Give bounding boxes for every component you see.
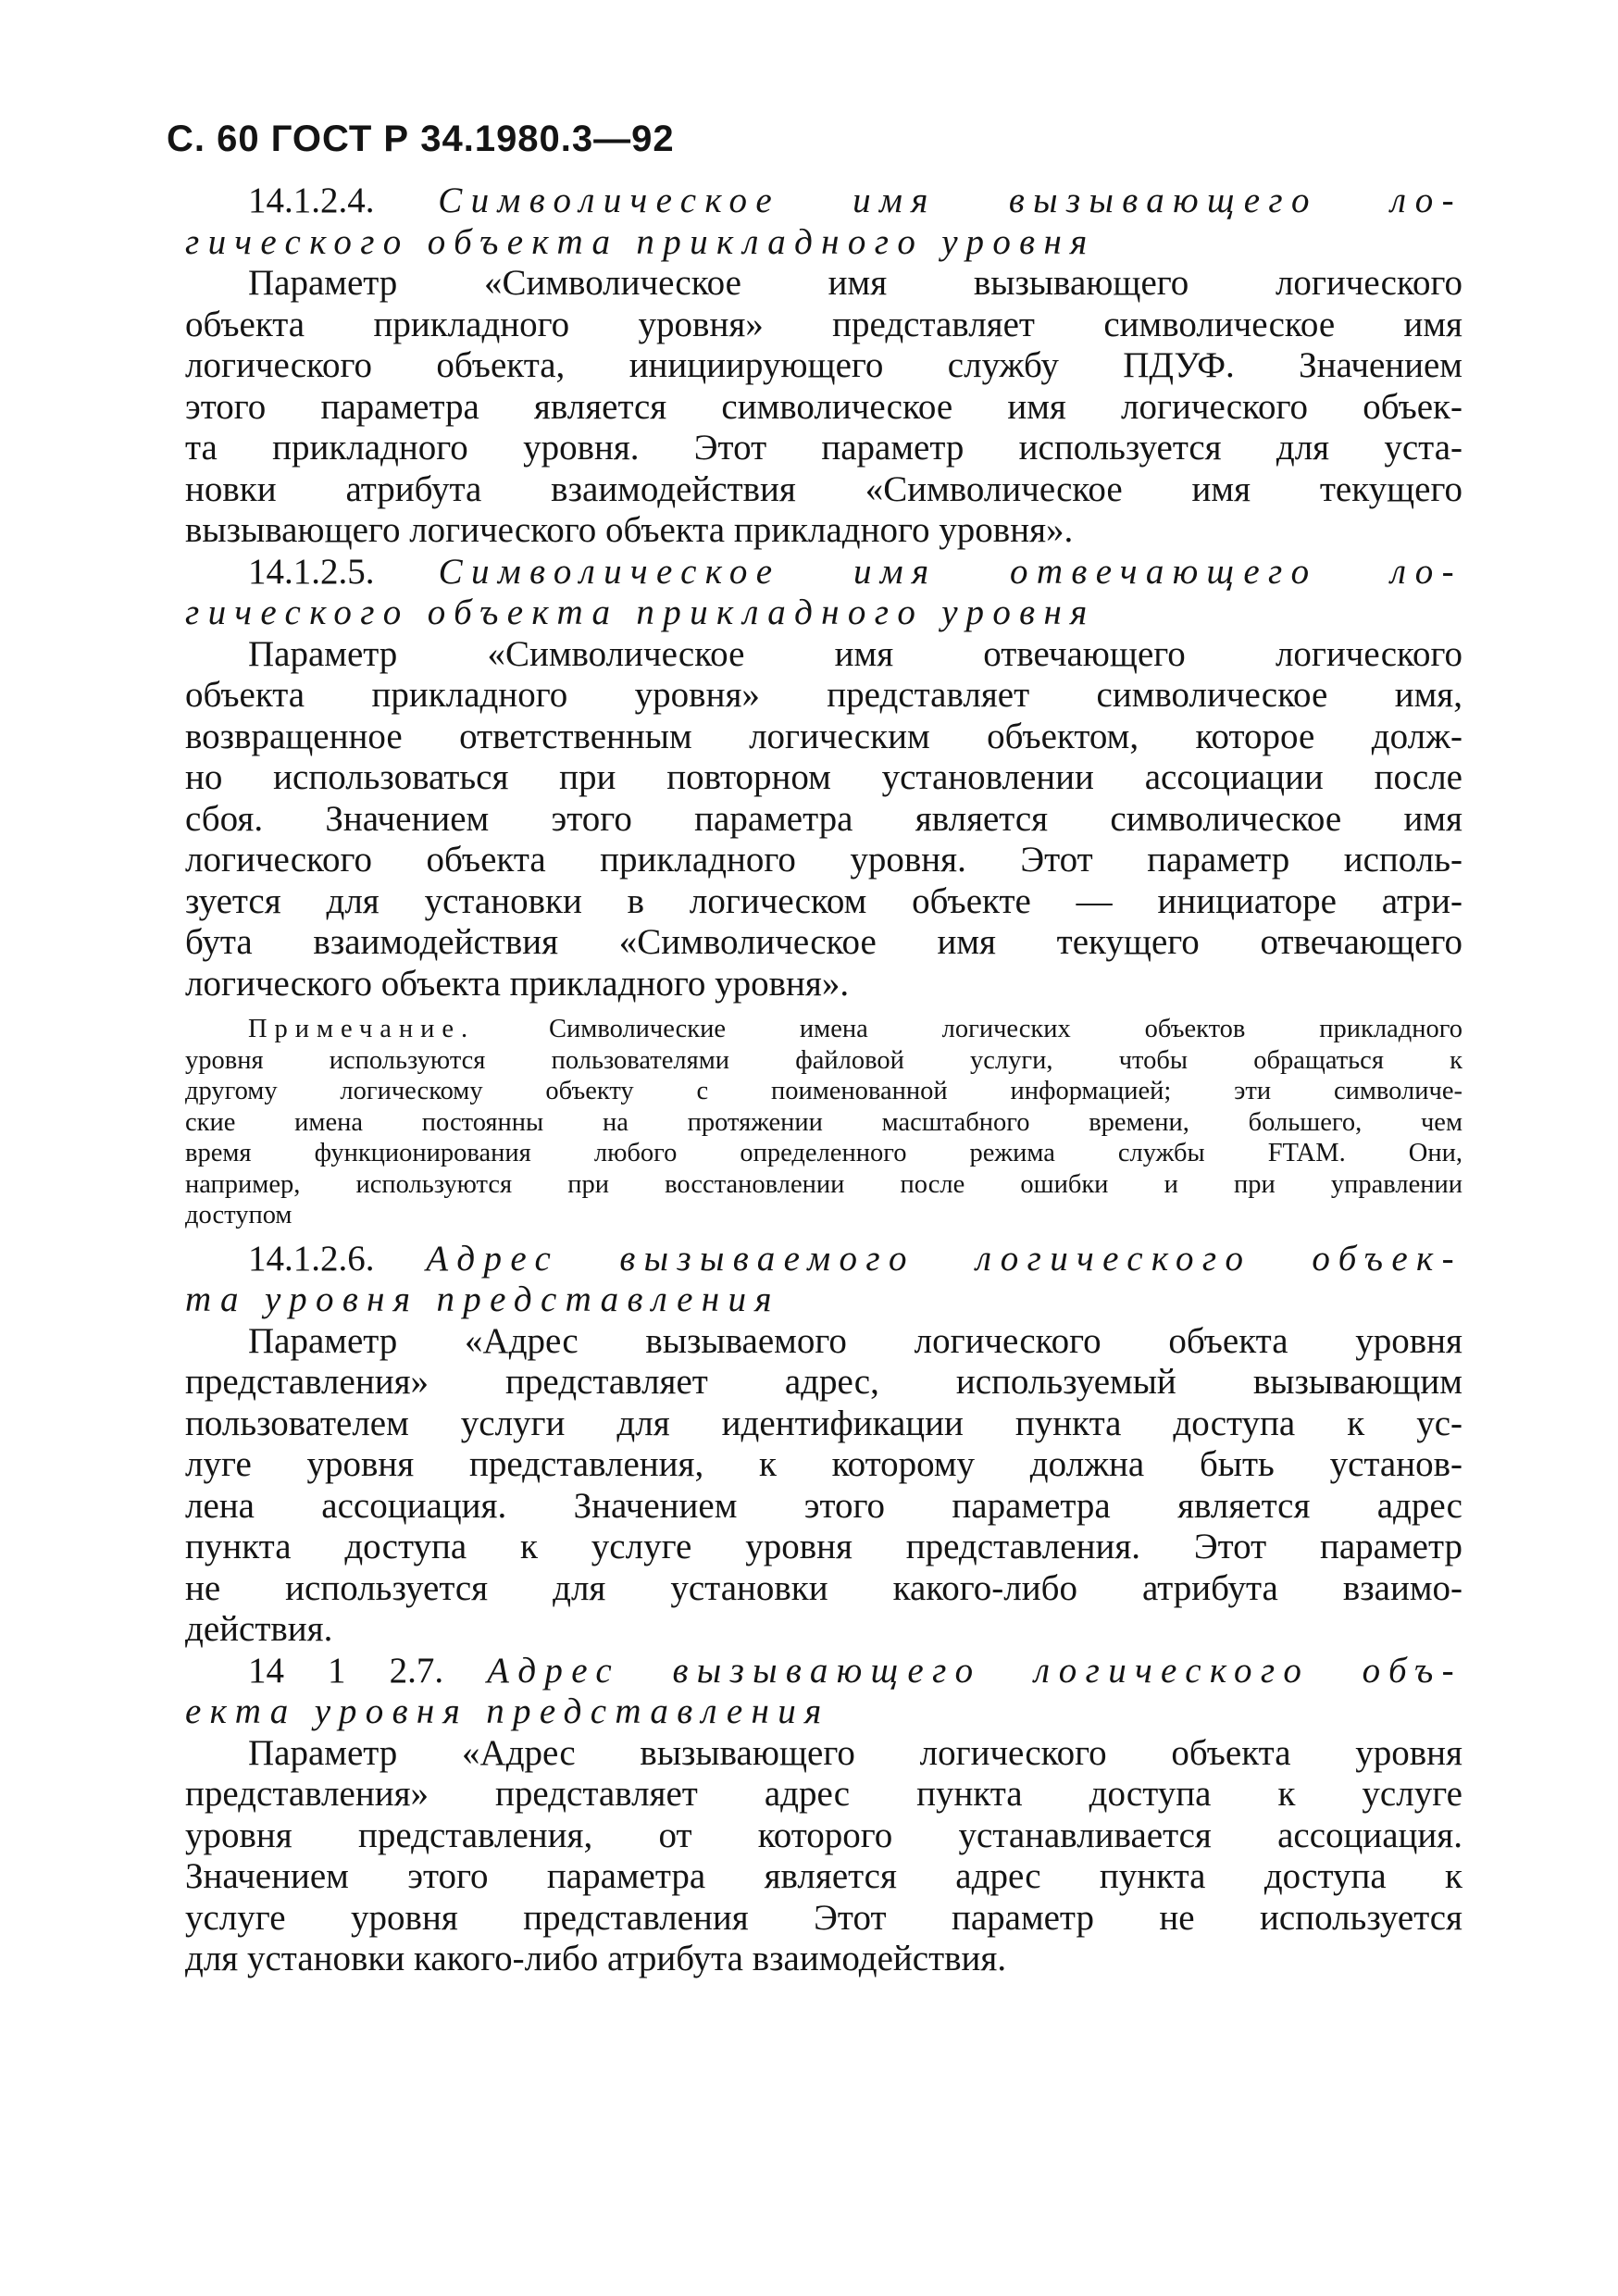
section-14-1-2-6 xyxy=(185,1239,1462,1651)
paragraph-line: пункта доступа к услуге уровня представления. Этот параметр xyxy=(185,1527,1462,1566)
section-title: гического объекта прикладного уровня xyxy=(185,221,1096,262)
note-line: ские имена постоянны на протяжении масштабного времени, большего, чем xyxy=(185,1107,1462,1137)
paragraph-line: лена ассоциация. Значением этого параметра является адрес xyxy=(185,1485,1462,1526)
paragraph-line: логического объекта прикладного уровня». xyxy=(185,963,850,1004)
note-label: Примечание. xyxy=(248,1015,476,1043)
paragraph-line: луге уровня представления, к которому должна быть установ- xyxy=(185,1444,1462,1484)
note-line: например, используются при восстановлении после ошибки и при управлении xyxy=(185,1169,1462,1199)
paragraph-line: вызывающего логического объекта прикладного уровня». xyxy=(185,510,1074,550)
section-title: та уровня представления xyxy=(185,1279,780,1319)
note-line: другому логическому объекту с поименованной информацией; эти символиче- xyxy=(185,1077,1462,1105)
section-number: 14.1.2.5. xyxy=(248,551,439,592)
paragraph-line: объекта прикладного уровня» представляет символическое имя xyxy=(185,304,1462,344)
document-body xyxy=(185,181,1462,1980)
paragraph-line: та прикладного уровня. Этот параметр используется для уста- xyxy=(185,428,1462,468)
paragraph-line: этого параметра является символическое имя логического объек- xyxy=(185,386,1462,427)
paragraph-line: для установки какого-либо атрибута взаимодействия. xyxy=(185,1939,1007,1978)
section-number: 14 1 2.7. xyxy=(248,1650,488,1691)
note-line: уровня используются пользователями файловой услуги, чтобы обращаться к xyxy=(185,1045,1462,1075)
paragraph-line: сбоя. Значением этого параметра является символическое имя xyxy=(185,798,1462,839)
note-line: доступом xyxy=(185,1201,292,1229)
paragraph-line: логического объекта прикладного уровня. Этот параметр исполь- xyxy=(185,840,1462,880)
running-head: С. 60 ГОСТ Р 34.1980.3—92 xyxy=(167,119,675,159)
section-14-1-2-7 xyxy=(185,1651,1462,1980)
section-title: екта уровня представления xyxy=(185,1691,830,1731)
section-title: Адрес вызываемого логического объек- xyxy=(426,1238,1462,1279)
paragraph-line: действия. xyxy=(185,1609,333,1649)
paragraph-line: объекта прикладного уровня» представляет символическое имя, xyxy=(185,675,1462,715)
section-heading xyxy=(185,1239,1462,1280)
paragraph-line: новки атрибута взаимодействия «Символическое имя текущего xyxy=(185,468,1462,509)
paragraph-line: возвращенное ответственным логическим объектом, которое долж- xyxy=(185,716,1462,756)
section-14-1-2-5 xyxy=(185,552,1462,1005)
paragraph-line: зуется для установки в логическом объекте — инициаторе атри- xyxy=(185,880,1462,921)
paragraph-line: Параметр «Адрес вызывающего логического объекта уровня xyxy=(248,1732,1462,1773)
section-number: 14.1.2.4. xyxy=(248,181,439,220)
section-title: Символическое имя вызывающего ло- xyxy=(438,181,1462,220)
paragraph-line: Значением этого параметра является адрес пункта доступа к xyxy=(185,1856,1462,1896)
section-heading-cont xyxy=(185,222,1462,264)
section-heading xyxy=(185,181,1462,222)
section-heading-cont xyxy=(185,593,1462,634)
paragraph-line: Параметр «Адрес вызываемого логического объекта уровня xyxy=(248,1320,1462,1361)
note-line xyxy=(185,1014,1462,1045)
section-number: 14.1.2.6. xyxy=(248,1238,427,1279)
paragraph-line: представления» представляет адрес, используемый вызывающим xyxy=(185,1362,1462,1402)
paragraph-line: Параметр «Символическое имя вызывающего логического xyxy=(248,263,1462,303)
section-title: Символическое имя отвечающего ло- xyxy=(438,551,1462,592)
note-line: время функционирования любого определенного режима службы FTAM. Они, xyxy=(185,1139,1462,1167)
section-title: Адрес вызывающего логического объ- xyxy=(487,1650,1462,1691)
section-title: гического объекта прикладного уровня xyxy=(185,593,1096,632)
paragraph-line: уровня представления, от которого устанавливается ассоциация. xyxy=(185,1815,1462,1855)
paragraph-line: представления» представляет адрес пункта доступа к услуге xyxy=(185,1774,1462,1814)
section-14-1-2-4 xyxy=(185,181,1462,552)
section-heading xyxy=(185,1651,1462,1692)
paragraph-line: услуге уровня представления Этот параметр не используется xyxy=(185,1897,1462,1938)
note-text: Символические имена логических объектов прикладного xyxy=(475,1015,1462,1043)
section-heading-cont xyxy=(185,1279,1462,1321)
paragraph-line: не используется для установки какого-либо атрибута взаимо- xyxy=(185,1567,1462,1608)
section-heading xyxy=(185,552,1462,593)
paragraph-line: пользователем услуги для идентификации пункта доступа к ус- xyxy=(185,1403,1462,1443)
section-heading-cont xyxy=(185,1691,1462,1733)
paragraph-line: но использоваться при повторном установлении ассоциации после xyxy=(185,757,1462,797)
note-block xyxy=(185,1014,1462,1231)
paragraph-line: Параметр «Символическое имя отвечающего логического xyxy=(248,633,1462,674)
paragraph-line: логического объекта, инициирующего службу ПДУФ. Значением xyxy=(185,345,1462,385)
paragraph-line: бута взаимодействия «Символическое имя текущего отвечающего xyxy=(185,922,1462,962)
